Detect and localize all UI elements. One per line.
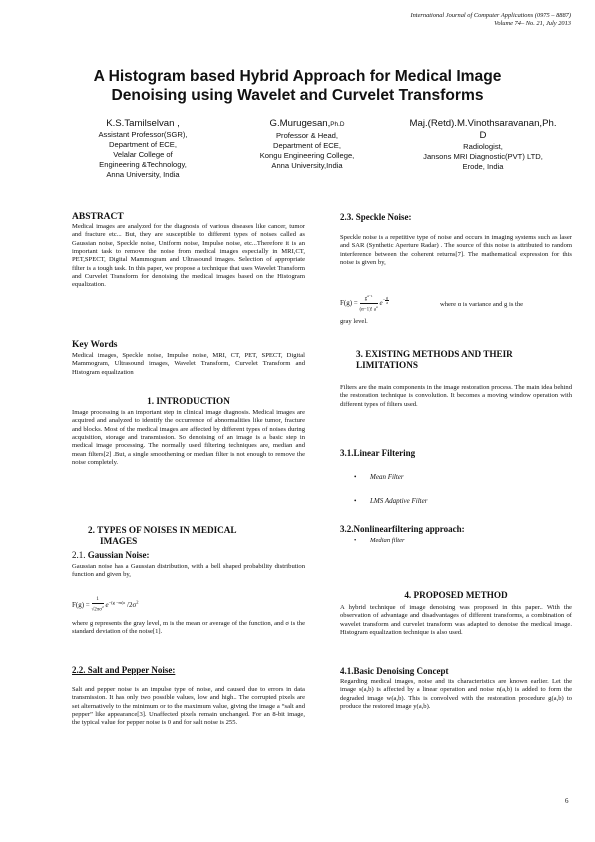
list-item: • Mean Filter bbox=[350, 472, 550, 482]
author-1 bbox=[68, 118, 218, 180]
author-3-affil-3: Erode, India bbox=[462, 162, 504, 171]
journal-name: International Journal of Computer Applications (0975 – 8887) bbox=[410, 12, 571, 19]
author-2-name: G.Murugesan,Ph.D bbox=[269, 118, 345, 129]
author-2 bbox=[232, 118, 382, 171]
list-item: • LMS Adaptive Filter bbox=[350, 496, 550, 506]
author-1-affil-5: Anna University, India bbox=[106, 170, 180, 179]
types-heading bbox=[88, 525, 308, 547]
author-1-affil-4: Engineering &Technology, bbox=[99, 160, 187, 169]
author-3-name: Maj.(Retd).M.Vinothsaravanan,Ph. bbox=[409, 118, 557, 129]
author-1-affil-3: Velalar College of bbox=[113, 150, 173, 159]
journal-header bbox=[410, 12, 571, 28]
title-line-2: Denoising using Wavelet and Curvelet Transforms bbox=[111, 87, 484, 104]
author-1-affil-2: Department of ECE, bbox=[109, 140, 177, 149]
keywords-heading: Key Words bbox=[72, 340, 118, 350]
gauss-after-text: where g represents the gray level, m is the mean or average of the function, and σ is the standard deviation of the noise[1]. bbox=[72, 620, 305, 636]
basic-denoising-text: Regarding medical images, noise and its characteristics are known earlier. Let the image s(a,b) is affected by a linear operation and noise n(a,b) is added to form the degraded image w(a,b). This is convolved with the restoration procedure g(a,b) to produce the restored image y(a,b). bbox=[340, 678, 572, 711]
nonlinear-filter-list bbox=[350, 536, 550, 546]
author-3 bbox=[388, 118, 578, 172]
speckle-where: where α is variance and g is the bbox=[440, 301, 524, 308]
keywords-text: Medical images, Speckle noise, Impulse noise, MRI, CT, PET, SPECT, Digital Mammogram, Ultrasound images, Wavelet Transform, Curvelet Transform and Histogram equalization bbox=[72, 352, 305, 376]
author-3-affil-1: Radiologist, bbox=[463, 142, 503, 151]
intro-text: Image processing is an important step in clinical image diagnosis. Medical images are acquired and analyzed to identify the occurrence of abnormalities like tumor, fracture and blocks. Most of the medical images are affected by different types of noises during acquisition, storage and transmission. So denoising of an image is a basic step in medical image processing. The normally used filtering techniques are, median and mean filters[2] .But, a single smoothening or median filter is not enough to remove the noise completely. bbox=[72, 409, 305, 467]
journal-volume: Volume 74– No. 21, July 2013 bbox=[494, 20, 571, 27]
gauss-text: Gaussian noise has a Gaussian distribution, with a bell shaped probability distribution function and given by, bbox=[72, 563, 305, 579]
existing-heading bbox=[340, 349, 572, 371]
author-2-affil-2: Department of ECE, bbox=[273, 141, 341, 150]
author-2-affil-1: Professor & Head, bbox=[275, 131, 339, 140]
proposed-heading: 4. PROPOSED METHOD bbox=[404, 590, 508, 600]
linear-filter-list bbox=[350, 472, 550, 506]
paper-title bbox=[20, 67, 575, 105]
salt-pepper-heading: 2.2. Salt and Pepper Noise: bbox=[72, 665, 176, 675]
author-3-name-cont: D bbox=[479, 130, 487, 141]
speckle-heading: 2.3. Speckle Noise: bbox=[340, 212, 412, 222]
proposed-text: A hybrid technique of image denoising was proposed in this paper.. With the observation of advantage and disadvantages of different transforms, a combination of wavelet transform and curvelet transform was adapted to denoise the medical image. Histogram equalization technique is also used. bbox=[340, 604, 572, 637]
gauss-heading: 2.1. Gaussian Noise: bbox=[72, 550, 150, 560]
intro-heading: 1. INTRODUCTION bbox=[147, 396, 230, 406]
salt-pepper-text: Salt and pepper noise is an impulse type of noise, and caused due to errors in data transmission. It has only two possible values, low and high.. The corrupted pixels are set alternatively to the minimum or to the maximum value, giving the image a “salt and pepper” like appearance[3]. Unaffected pixels remain unchanged. For an 8-bit image, the typical value for pepper noise is 0 and for salt noise is 255. bbox=[72, 686, 305, 727]
speckle-formula: F(g) = $\frac{g^{\alpha-1}}{(\alpha-1)! a^\alpha}$ $e^{- \frac{g}{a}}$ bbox=[340, 294, 389, 313]
speckle-text: Speckle noise is a repetitive type of noise and occurs in imaging systems such as laser and SAR (Synthetic Aperture Radar) . The source of this noise is attributed to random interference between the coherent returns[7]. The mathematical expression for this noise is given by, bbox=[340, 234, 572, 267]
nonlinear-filtering-heading: 3.2.Nonlinearfiltering approach: bbox=[340, 524, 465, 534]
title-line-1: A Histogram based Hybrid Approach for Medical Image bbox=[93, 68, 502, 85]
types-heading-line-2: IMAGES bbox=[100, 536, 138, 546]
abstract-text: Medical images are analyzed for the diagnosis of various diseases like cancer, tumor and fracture etc... But, they are susceptible to different types of noises called as Gaussian noise, Speckle noise, Uniform noise, Impulse noise, etc...Therefore it is an important task to remove the noise from medical images especially in MRI,CT, PET,SPECT, Digital Mammogram and Ultrasound images. Selection of appropriate filter is a tough task. In this paper, we propose a technique that uses Wavelet Transform and Curvelet Transform for denoising the medical images based on the Histogram equalization. bbox=[72, 223, 305, 289]
author-3-affil-2: Jansons MRI Diagnostic(PVT) LTD, bbox=[423, 152, 543, 161]
author-1-affil-1: Assistant Professor(SGR), bbox=[98, 130, 188, 139]
linear-filtering-heading: 3.1.Linear Filtering bbox=[340, 448, 416, 458]
speckle-where-2: gray level. bbox=[340, 318, 368, 325]
page-number: 6 bbox=[565, 797, 569, 805]
existing-heading-line-1: 3. EXISTING METHODS AND THEIR bbox=[356, 349, 513, 359]
list-item: • Median filter bbox=[350, 536, 550, 546]
author-2-affil-3: Kongu Engineering College, bbox=[259, 151, 355, 160]
types-heading-line-1: 2. TYPES OF NOISES IN MEDICAL bbox=[88, 525, 237, 535]
abstract-heading: ABSTRACT bbox=[72, 212, 124, 222]
author-1-name: K.S.Tamilselvan , bbox=[106, 118, 180, 129]
existing-text: Filters are the main components in the image restoration process. The main idea behind the restoration technique is convolution. It becomes a moving window operation with different types of filters used. bbox=[340, 384, 572, 408]
existing-heading-line-2: LIMITATIONS bbox=[356, 360, 418, 370]
gaussian-formula: F(g) = $\frac{1}{√2\pi\sigma^2}$ $e^{-(g -m)2}$ $/2\sigma^2$ bbox=[72, 597, 139, 613]
basic-denoising-heading: 4.1.Basic Denoising Concept bbox=[340, 666, 449, 676]
author-2-affil-4: Anna University,India bbox=[271, 161, 343, 170]
